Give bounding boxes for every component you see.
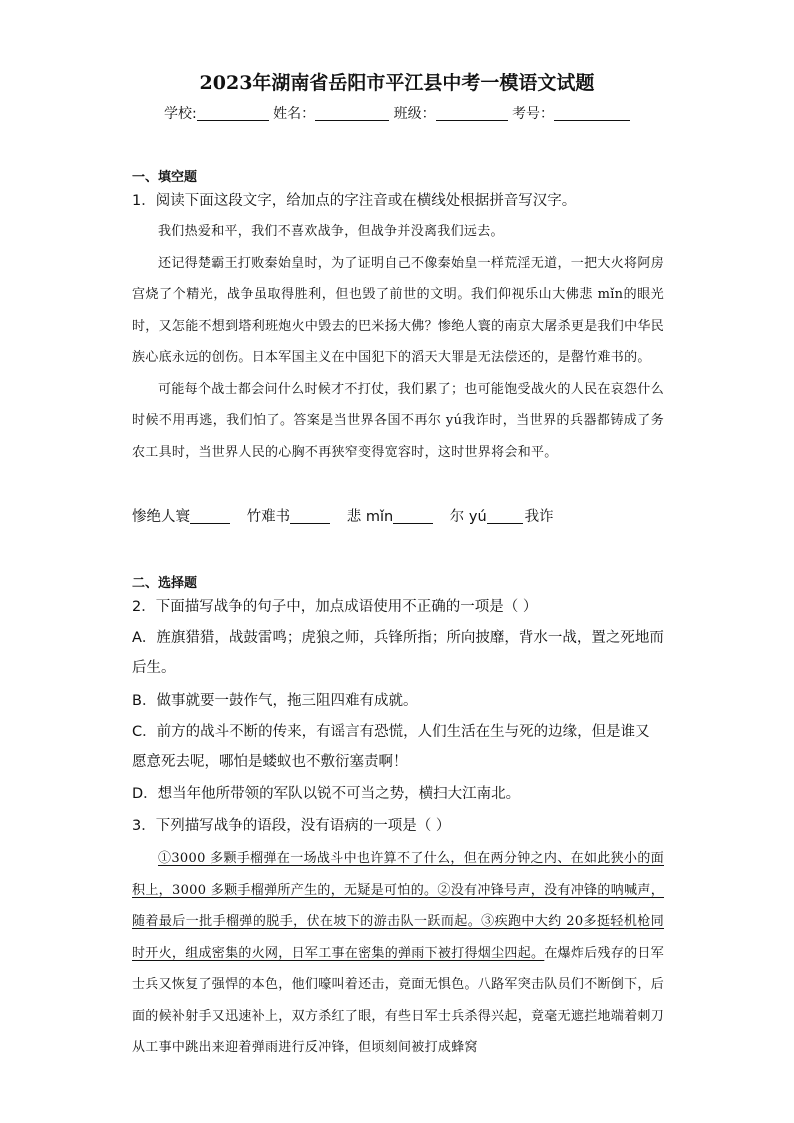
fill-item: 尔 yú	[449, 509, 487, 525]
page-title: 2023年湖南省岳阳市平江县中考一模语文试题	[199, 72, 595, 94]
question-3-stem: 3．下列描写战争的语段，没有语病的一项是（ ）	[132, 818, 451, 834]
section-heading-choice: 二、选择题	[132, 576, 198, 591]
passage-paragraph: 可能每个战士都会问什么时候才不打仗，我们累了；也可能饱受战火的人民在哀怨什么时候不用再逃，我们怕了。答案是当世界各国不再尔 yú我诈时，当世界的兵器都铸成了务农工具时，当世界人民的心胸不再狭窄变得宽容时，这时世界将会和平。	[132, 381, 664, 460]
question-1-passage	[132, 216, 664, 468]
school-label: 学校:	[163, 106, 197, 122]
fill-item: 悲 mǐn	[346, 509, 394, 525]
question-3-passage	[132, 843, 664, 1064]
student-info-line	[0, 103, 794, 123]
fill-item: 我诈	[524, 509, 554, 525]
question-2-option-b[interactable]: B．做事就要一鼓作气，拖三阻四难有成就。	[132, 693, 418, 709]
section-heading-fill: 一、填空题	[132, 170, 198, 185]
name-blank[interactable]	[315, 106, 389, 121]
question-2-stem: 2．下面描写战争的句子中，加点成语使用不正确的一项是（ ）	[132, 599, 538, 615]
fill-blank[interactable]	[290, 509, 330, 524]
fill-blank[interactable]	[393, 509, 433, 524]
name-label: 姓名：	[273, 106, 316, 122]
fill-blank[interactable]	[487, 509, 523, 524]
passage-paragraph: 还记得楚霸王打败秦始皇时，为了证明自己不像秦始皇一样荒淫无道，一把大火将阿房宫烧了个精光，战争虽取得胜利，但也毁了前世的文明。我们仰视乐山大佛悲 mǐn的眼光时，又怎能不想到塔利班炮火中毁去的巴米扬大佛？惨绝人寰的南京大屠杀更是我们中华民族心底永远的创伤。日本军国主义在中国犯下的滔天大罪是无法偿还的，是罄竹难书的。	[132, 255, 665, 365]
question-2-option-c[interactable]: C．前方的战斗不断的传来，有谣言有恐慌，人们生活在生与死的边缘，但是谁又愿意死去呢，哪怕是蝼蚁也不敷衍塞责啊！	[132, 724, 650, 770]
fill-item: 竹难书	[246, 509, 291, 525]
question-1-stem: 1．阅读下面这段文字，给加点的字注音或在横线处根据拼音写汉字。	[132, 193, 577, 209]
passage-underlined-sentences: ①3000 多颗手榴弹在一场战斗中也许算不了什么，但在两分钟之内、在如此狭小的面积上，3000 多颗手榴弹所产生的，无疑是可怕的。②没有冲锋号声，没有冲锋的呐喊声，随着最后一批手榴弹的脱手，伏在坡下的游击队一跃而起。③疾跑中大约 20多挺轻机枪同时开火，组成密集的火网，日军工事在密集的弹雨下被打得烟尘四起。	[132, 851, 664, 961]
passage-rest: 在爆炸后残存的日军士兵又恢复了强悍的本色，他们嚎叫着还击，竟面无惧色。八路军突击队员们不断倒下，后面的候补射手又迅速补上，双方杀红了眼，有些日军士兵杀得兴起，竟毫无遮拦地端着刺刀从工事中跳出来迎着弹雨进行反冲锋，但顷刻间被打成蜂窝	[132, 945, 665, 1055]
exam-no-label: 考号：	[512, 106, 555, 122]
question-2-option-a[interactable]: A．旌旗猎猎，战鼓雷鸣；虎狼之师，兵锋所指；所向披靡，背水一战，置之死地而后生。	[132, 630, 664, 676]
fill-blank[interactable]	[190, 509, 230, 524]
passage-paragraph: 我们热爱和平，我们不喜欢战争，但战争并没离我们远去。	[158, 224, 504, 239]
class-label: 班级：	[393, 106, 436, 122]
fill-item: 惨绝人寰	[132, 509, 190, 525]
school-blank[interactable]	[197, 106, 269, 121]
question-2-option-d[interactable]: D．想当年他所带领的军队以锐不可当之势，横扫大江南北。	[132, 786, 521, 802]
exam-no-blank[interactable]	[554, 106, 630, 121]
question-1-fill-blanks	[132, 505, 664, 526]
class-blank[interactable]	[436, 106, 508, 121]
